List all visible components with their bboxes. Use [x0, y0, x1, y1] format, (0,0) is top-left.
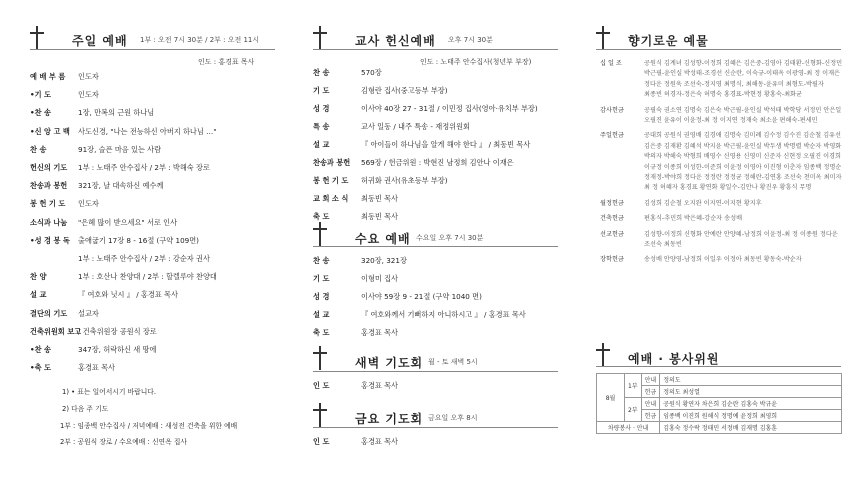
program-row: [30, 127, 217, 137]
offering-line: [600, 213, 742, 222]
role-cell: 헌금: [641, 410, 660, 422]
program-label: 소식과 나눔: [30, 217, 68, 227]
offering-line: [600, 89, 802, 98]
program-label: •찬 송: [30, 108, 51, 118]
program-row: [30, 236, 199, 246]
program-value: 김형란 집사(중고등부 부장): [361, 86, 448, 95]
program-value: 홍경표 목사: [361, 437, 399, 446]
offering-label: 건축헌금: [600, 215, 624, 223]
offering-names: 박의자 박해숙 박형희 배영수 신영용 신영미 신준자 신현정 오필진 이경희: [644, 153, 842, 161]
program-label: 축 도: [313, 212, 330, 221]
divider: [313, 246, 558, 247]
program-label: 찬송과 봉헌: [313, 158, 351, 167]
program-value: 인도자: [78, 90, 99, 100]
names-cell: 정의도: [660, 374, 842, 386]
program-value: 『 여호와 닛시 』 / 홍경표 목사: [78, 290, 178, 300]
program-row: [313, 86, 448, 96]
cross-icon: [313, 222, 327, 246]
note-line: 2부 : 공원식 장로 / 수요예배 : 신연옥 집사: [60, 438, 187, 446]
program-value: 출애굽기 17장 8 - 16절 (구약 109면): [78, 235, 199, 245]
offering-line: [600, 79, 824, 88]
vehicle-label-cell: 차량봉사 · 안내: [597, 422, 660, 434]
program-label: 설 교: [313, 310, 330, 319]
program-value: 1부 : 노태주 안수집사 / 2부 : 강순자 권사: [78, 254, 210, 263]
offering-line: [600, 130, 841, 139]
names-cell: 김홍숙 정수락 정태민 서정배 김재명 김홍훈: [660, 422, 842, 434]
program-row: [30, 163, 210, 173]
service-table: [596, 373, 842, 434]
program-row: [30, 327, 157, 337]
program-label: 결단의 기도: [30, 308, 68, 318]
offering-label: 선교헌금: [600, 230, 624, 238]
program-value: 『 여호와께서 기뻐하지 아니하시고 』 / 홍경표 목사: [361, 310, 526, 319]
wednesday-title: 수요 예배: [355, 232, 411, 246]
program-value: 허귀화 권사(유초등부 부장): [361, 176, 448, 185]
offering-names: 정다운 정원욱 조선숙-정지영 최명식, 최해동-윤유미 최형도-박필자: [644, 80, 824, 88]
table-row: [597, 422, 842, 434]
offering-label: 장학헌금: [600, 256, 624, 264]
offering-names: 김성향-이정희 신형화 안예란 안양혜-남정희 이윤정-최 정 이종원 정다운: [644, 230, 838, 238]
program-value: 최동빈 목사: [361, 212, 399, 221]
program-row: [313, 68, 382, 78]
program-value: 320장, 321장: [361, 256, 407, 265]
offering-names: 공필숙 권소연 김명숙 김은숙 박근필-윤인실 박석태 박학당 서정민 안은일: [644, 106, 842, 114]
program-row: [30, 345, 156, 355]
cross-icon: [596, 343, 610, 367]
offering-line: [600, 254, 802, 263]
divider: [313, 49, 558, 50]
program-label: 예 배 부 름: [30, 72, 66, 81]
program-value: 570장: [361, 68, 382, 77]
role-cell: 안내: [641, 374, 660, 386]
part-cell: 1부: [625, 374, 642, 398]
program-value: 이형미 집사: [361, 274, 399, 283]
program-row: [30, 145, 161, 155]
program-value: 인도자: [78, 199, 99, 209]
offering-line: [600, 68, 840, 77]
program-row: [313, 176, 448, 186]
cross-icon: [313, 403, 327, 427]
sunday-officiant: 인도 : 홍경표 목사: [198, 58, 255, 66]
note-line: 2) 다음 주 기도: [62, 405, 109, 413]
program-row: [313, 104, 538, 114]
program-row: [30, 254, 210, 264]
offering-names: 조선숙 최동빈: [644, 241, 682, 248]
program-value: / 건축위원장 공원식 장로: [78, 326, 157, 336]
program-label: 성 경: [313, 292, 330, 301]
offering-names: 송성배 안양영-남정희 이일우 이정아 최동빈 황동숙-박순자: [644, 256, 802, 264]
offering-names: 공대희 공원식 권영배 김경애 김명숙 김미례 김수정 김수진 김순철 김유선: [644, 132, 842, 140]
program-row: [313, 328, 398, 338]
program-row: [313, 212, 398, 222]
program-row: [30, 272, 217, 282]
program-label: 성 경: [313, 104, 330, 113]
names-cell: 임종백 이진희 원해식 정명예 윤정희 최영희: [660, 410, 842, 422]
offering-line: [600, 198, 762, 207]
note-line: 1부 : 임종백 안수집사 / 저녁예배 : 새성전 건축을 위한 예배: [60, 422, 238, 430]
dawn-time: 월 - 토 새벽 5시: [428, 358, 478, 366]
program-row: [30, 199, 99, 209]
offering-line: [600, 229, 838, 238]
friday-time: 금요일 오후 8시: [428, 414, 478, 422]
program-value: 1부 : 호산나 찬양대 / 2부 : 할렐루야 찬양대: [78, 272, 217, 282]
program-label: 봉 헌 기 도: [313, 176, 349, 185]
table-row: [597, 398, 842, 410]
offering-line: [600, 115, 818, 124]
offering-names: 정재정-박야희 정다운 정정란 정정균 정해란-김연홍 조선숙 천미옥 최미자: [644, 174, 842, 181]
program-label: 건축위원회 보고: [30, 326, 82, 336]
program-row: [313, 122, 470, 132]
offering-label: 십 일 조: [600, 60, 622, 67]
program-label: •축 도: [30, 363, 51, 373]
note-line: 1) • 표는 일어서시기 바랍니다.: [62, 388, 157, 396]
offering-line: [600, 141, 841, 150]
program-value: 이사야 40장 27 - 31절 / 이민정 집사(영아·유치부 부장): [361, 104, 538, 113]
program-row: [313, 158, 514, 168]
program-row: [30, 181, 163, 191]
program-row: [30, 309, 99, 319]
program-label: •찬 송: [30, 345, 51, 354]
offering-line: [600, 58, 842, 67]
offering-names: 김은중 김재환 김혜석 박지윤 박근필-윤인실 박두생 박명렬 박순자 박영화: [644, 142, 842, 150]
names-cell: 정의도 최성열: [660, 386, 842, 398]
program-label: 봉 헌 기 도: [30, 199, 66, 209]
program-value: 홍경표 목사: [78, 363, 116, 373]
program-label: 교 회 소 식: [313, 194, 349, 203]
offering-line: [600, 105, 841, 114]
program-row: [30, 90, 99, 100]
divider: [596, 366, 841, 367]
role-cell: 안내: [641, 398, 660, 410]
offering-label: 주일헌금: [600, 132, 624, 140]
offering-names: 공원식 김계녀 김성향-이정희 김혜은 김은중-김영아 김태환-신형화-신정민: [644, 60, 843, 67]
friday-title: 금요 기도회: [355, 412, 424, 426]
teacher-time: 오후 7시 30분: [448, 36, 493, 44]
program-row: [313, 194, 398, 204]
program-value: 설교자: [78, 308, 99, 318]
program-label: 헌신의 기도: [30, 163, 68, 172]
offering-line: [600, 151, 841, 160]
offering-line: [600, 172, 842, 181]
dawn-title: 새벽 기도회: [355, 356, 424, 370]
program-label: 기 도: [313, 274, 330, 283]
program-label: 특 송: [313, 122, 330, 131]
program-label: 찬송과 봉헌: [30, 181, 68, 191]
offering-names: 편홍식-추민희 박은혜-강순자 송성배: [644, 215, 743, 223]
program-value: 321장, 날 대속하신 예수께: [78, 181, 164, 191]
divider: [313, 371, 558, 372]
program-label: 찬 송: [30, 144, 47, 154]
program-row: [313, 292, 482, 302]
offering-title: 향기로운 예물: [628, 34, 709, 48]
program-row: [30, 108, 154, 118]
offering-line: [600, 162, 841, 171]
program-value: "은혜 많이 받으세요" 서로 인사: [78, 217, 178, 227]
program-value: 홍경표 목사: [361, 381, 399, 390]
program-label: •기 도: [30, 90, 51, 100]
cross-icon: [313, 26, 327, 50]
offering-names: 최종빈 허경자-정은숙 허명숙 홍경표-박현정 황홍숙-최화균: [644, 91, 803, 99]
program-label: 축 도: [313, 328, 330, 337]
sunday-times: 1부 : 오전 7시 30분 / 2부 : 오전 11시: [140, 36, 260, 44]
cross-icon: [596, 26, 610, 50]
service-title: 예배 · 봉사위원: [628, 352, 720, 366]
program-label: •신 앙 고 백: [30, 126, 70, 136]
program-value: 교사 일동 / 내주 특송 - 재정위원회: [361, 122, 470, 131]
program-row: [30, 363, 115, 373]
program-value: 사도신경, "나는 전능하신 아버지 하나님 …": [78, 126, 217, 136]
program-value: 최동빈 목사: [361, 194, 399, 203]
offering-names: 최 정 허혜자 홍경표 황연화 황일수-김안나 황진우 황흥식 무명: [644, 184, 812, 192]
program-value: 이사야 59장 9 - 21절 (구약 1040 면): [361, 292, 482, 301]
offering-names: 김성희 김순철 오지완 이지연-이지현 황지후: [644, 199, 762, 207]
divider: [596, 49, 841, 50]
offering-line: [600, 239, 682, 248]
program-row: [30, 72, 99, 82]
teacher-title: 교사 헌신예배: [355, 34, 436, 48]
divider: [313, 427, 558, 428]
offering-label: 월정헌금: [600, 199, 624, 207]
offering-line: [600, 182, 811, 191]
divider: [30, 49, 275, 50]
program-label: 설 교: [30, 290, 47, 300]
program-label: 인 도: [313, 437, 330, 446]
program-value: 1장, 만복의 근원 하나님: [78, 108, 155, 118]
program-row: [313, 256, 407, 266]
names-cell: 공원식 황연자 차은희 김순란 김홍숙 박규윤: [660, 398, 842, 410]
program-label: 기 도: [313, 86, 330, 95]
wednesday-time: 수요일 오후 7시 30분: [416, 234, 484, 242]
program-value: 1부 : 노태주 안수집사 / 2부 : 박해숙 장로: [78, 163, 210, 172]
program-value: 인도자: [78, 72, 99, 81]
program-value: 347장, 허락하신 새 땅에: [78, 345, 157, 354]
program-row: [313, 310, 526, 320]
program-label: 찬 양: [30, 272, 47, 282]
program-value: 91장, 슬픈 마음 있는 사람: [78, 144, 162, 154]
program-row: [313, 140, 530, 150]
program-row: [313, 437, 398, 447]
offering-names: 이규정 이종희 이성한-이준희 이윤정 이영아 이진형 이춘자 임종백 정명순: [644, 163, 842, 171]
offering-names: 박근필-윤인실 박성태-조경선 신순란, 이숙규-이태옥 이광영-최 정 이재은: [644, 70, 841, 78]
program-row: [30, 218, 177, 228]
program-label: 찬 송: [313, 68, 330, 77]
program-label: 인 도: [313, 381, 330, 390]
cross-icon: [30, 26, 44, 50]
program-row: [30, 290, 178, 300]
program-row: [313, 274, 398, 284]
teacher-officiant: 인도 : 노태주 안수집사(청년부 부장): [420, 58, 532, 66]
program-label: 설 교: [313, 140, 330, 149]
program-label: 찬 송: [313, 256, 330, 265]
sunday-title: 주일 예배: [72, 34, 128, 48]
offering-label: 감사헌금: [600, 106, 624, 114]
month-cell: 8월: [597, 374, 625, 422]
program-value: 『 아이들이 하나님을 알게 해야 한다 』 / 최동빈 목사: [361, 140, 531, 149]
part-cell: 2부: [625, 398, 642, 422]
table-row: [597, 374, 842, 386]
program-value: 569장 / 헌금위원 : 박현진 남정희 김안나 이재은: [361, 158, 514, 167]
program-row: [313, 381, 398, 391]
program-value: 홍경표 목사: [361, 328, 399, 337]
offering-names: 오필진 윤유이 이윤정-최 정 이지연 정재숙 최소윤 편해숙-편세민: [644, 117, 818, 124]
cross-icon: [313, 346, 327, 370]
role-cell: 헌금: [641, 386, 660, 398]
program-label: •성 경 봉 독: [30, 235, 70, 245]
